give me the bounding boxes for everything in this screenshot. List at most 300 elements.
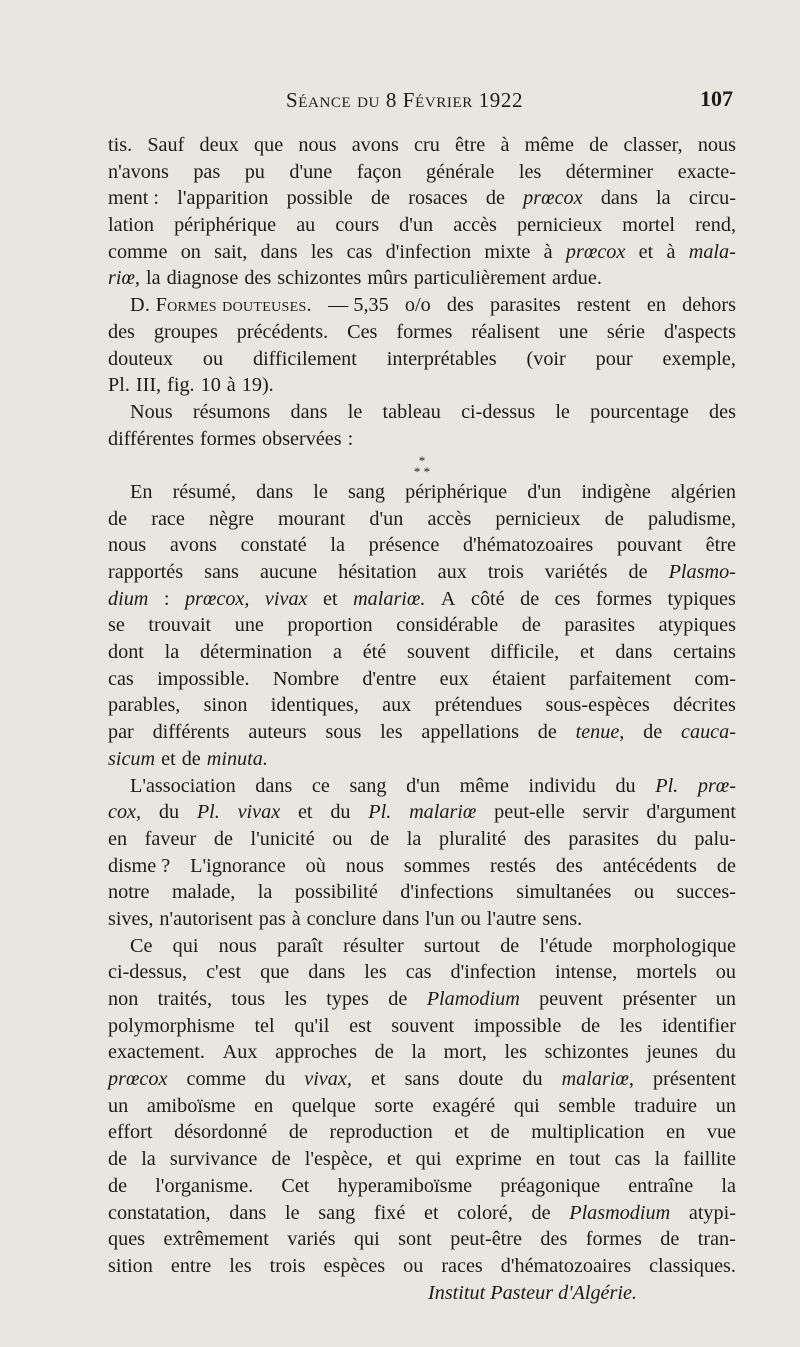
asterism-top: *	[418, 452, 426, 468]
text-line	[108, 879, 736, 906]
word: et	[370, 1068, 386, 1091]
word: un	[108, 1094, 129, 1117]
word: formes	[585, 1228, 642, 1251]
word: cas	[405, 961, 432, 984]
word: dans	[256, 480, 294, 503]
text-line	[108, 1039, 736, 1066]
word: présentent	[653, 1068, 736, 1091]
word: entraîne	[628, 1174, 694, 1197]
word: ou	[715, 961, 736, 984]
word: de	[643, 721, 663, 744]
word: nous	[218, 934, 257, 957]
word: formes	[595, 587, 652, 610]
word: exprime	[455, 1148, 522, 1171]
word: fixé	[373, 1201, 406, 1224]
word: malade,	[171, 881, 236, 904]
word: mala-	[688, 240, 736, 263]
text-line	[108, 132, 736, 159]
word: à	[226, 374, 236, 397]
word: ou	[633, 881, 655, 904]
word: variétés	[544, 561, 608, 583]
word: prétendues	[434, 694, 523, 717]
word: de	[520, 587, 540, 610]
text-line	[108, 719, 736, 746]
word: L'association	[130, 774, 236, 797]
word: de	[108, 507, 128, 530]
text-line	[108, 1066, 736, 1093]
text-line	[108, 799, 736, 826]
word: trois	[487, 561, 524, 583]
word: difficilement	[252, 347, 357, 370]
word: malariœ,	[561, 1068, 634, 1091]
text-line	[108, 986, 736, 1013]
word: trois	[269, 1254, 306, 1277]
word: rapportés	[108, 561, 184, 583]
word: notre	[108, 881, 150, 904]
word: classer,	[623, 134, 683, 156]
word: sait,	[214, 240, 248, 263]
word: vivax	[237, 801, 281, 824]
word: périphérique	[405, 480, 508, 503]
word: des	[446, 294, 474, 317]
word: trouvait	[148, 614, 212, 637]
word: disme ?	[108, 854, 171, 877]
word: quelque	[291, 1094, 356, 1117]
word: sang	[347, 480, 385, 503]
word: et	[638, 240, 654, 263]
asterism	[108, 452, 736, 479]
word: diagnose	[166, 267, 239, 290]
word: Pl.	[108, 374, 130, 397]
word: morphologique	[612, 934, 736, 957]
text-line	[108, 1226, 736, 1253]
word: à	[543, 240, 553, 263]
word: côté	[470, 587, 505, 610]
word: de	[213, 827, 233, 850]
word: du	[715, 1041, 736, 1064]
word: aux	[382, 694, 412, 717]
word: L'ignorance	[190, 854, 286, 877]
word: paraît	[276, 934, 323, 957]
word: les	[380, 721, 403, 744]
word: nous	[108, 534, 147, 557]
word: des	[555, 854, 583, 877]
word: série	[606, 320, 645, 343]
word: sorte	[374, 1094, 414, 1117]
word: être	[455, 134, 486, 156]
word: schizontes	[277, 267, 362, 290]
word: identiques,	[270, 694, 359, 717]
text-line	[108, 426, 736, 453]
word: de	[370, 187, 391, 210]
word: présence	[368, 534, 440, 557]
word: nous	[298, 134, 337, 156]
text-line	[108, 346, 736, 373]
word: de	[485, 187, 505, 210]
word: un	[715, 988, 736, 1010]
word: la	[330, 534, 345, 557]
word: dans	[600, 187, 638, 210]
word: d'hématozoaires	[500, 1254, 632, 1277]
word: antécédents	[602, 854, 697, 877]
text-line	[108, 532, 736, 559]
word: et	[297, 801, 313, 824]
text-line	[108, 159, 736, 186]
word: extrêmement	[163, 1228, 269, 1251]
word: Ces	[347, 320, 378, 343]
word: cox,	[108, 801, 142, 824]
word: du	[656, 827, 677, 850]
word: l'un	[425, 907, 455, 930]
word: particulièrement	[413, 267, 546, 290]
word: les	[229, 1254, 252, 1277]
word: pouvant	[616, 534, 682, 557]
word: de	[531, 1201, 551, 1224]
word: parfaitement	[569, 667, 672, 690]
word: malariœ.	[353, 587, 426, 610]
word: ci-dessus,	[108, 961, 188, 984]
word: Sauf	[147, 134, 185, 156]
word: cas	[346, 240, 373, 263]
word: en	[666, 1121, 686, 1144]
word: n'avons	[108, 160, 169, 183]
word: ou	[202, 347, 224, 370]
word: de	[537, 721, 557, 744]
word: pu	[244, 160, 265, 183]
word: une	[558, 320, 588, 343]
word: Ce	[130, 934, 153, 957]
word: faveur	[144, 827, 197, 850]
word: le	[313, 480, 328, 503]
word: minuta.	[206, 747, 268, 770]
word: traduire	[634, 1094, 698, 1117]
word: en	[108, 827, 128, 850]
word: ces	[554, 587, 581, 610]
word: du	[158, 801, 180, 824]
word: dans	[615, 641, 653, 664]
text-line	[108, 853, 736, 880]
word: le	[284, 1201, 300, 1224]
word: prœcox	[108, 1068, 168, 1091]
word: dans	[229, 1201, 267, 1224]
word: fig.	[167, 374, 195, 397]
text-line	[108, 1119, 736, 1146]
word: les	[518, 160, 542, 183]
word: au	[296, 214, 316, 237]
page-header	[0, 86, 800, 116]
word: comme	[186, 1068, 246, 1091]
word: parasites	[490, 294, 561, 317]
word: tableau	[382, 400, 441, 423]
word: souvent	[391, 1014, 455, 1037]
word: la	[721, 1174, 736, 1197]
word: de	[490, 1121, 510, 1144]
word: de	[388, 988, 408, 1010]
word: l'unicité	[250, 827, 315, 850]
text-line	[108, 372, 736, 399]
word: tout	[569, 1148, 601, 1171]
word: non	[108, 988, 139, 1010]
word: réalisent	[471, 320, 540, 343]
word: tis.	[108, 134, 133, 156]
word: en	[535, 1148, 555, 1171]
word: les	[284, 988, 307, 1010]
asterism-bottom: * *	[413, 463, 431, 479]
word: atypi-	[688, 1201, 736, 1224]
word: exacte-	[677, 160, 736, 183]
word: ques	[108, 1228, 146, 1251]
word: sous	[325, 721, 362, 744]
word: la	[257, 881, 273, 904]
word: prœ-	[697, 774, 736, 797]
word: l'espèce,	[304, 1148, 373, 1171]
text-line	[108, 559, 736, 586]
word: accès	[427, 507, 472, 530]
text-line	[108, 1253, 736, 1280]
word: impossible.	[157, 667, 250, 690]
word: avons	[169, 534, 217, 557]
word: III,	[135, 374, 162, 397]
word: aucune	[259, 561, 318, 583]
word: mourant	[277, 507, 346, 530]
text-line	[108, 399, 736, 426]
text-line	[108, 1173, 736, 1200]
word: détermination	[200, 641, 313, 664]
word: parasites	[564, 614, 636, 637]
word: Aux	[222, 1041, 258, 1064]
word: paludisme,	[647, 507, 736, 530]
word: les	[364, 961, 387, 984]
word: typiques	[667, 587, 736, 610]
word: présenter	[622, 988, 697, 1010]
word: à	[291, 907, 301, 930]
body-text	[108, 132, 736, 1306]
word: tous	[231, 988, 266, 1010]
word: n'autorisent	[159, 907, 253, 930]
word: la	[145, 267, 161, 290]
text-line	[108, 319, 736, 346]
word: sition	[108, 1254, 153, 1277]
word: peuvent	[539, 988, 604, 1010]
word: atypiques	[658, 614, 736, 637]
word: dans	[255, 774, 293, 797]
word: générale	[426, 160, 495, 183]
word: désordonné	[174, 1121, 268, 1144]
word: sens.	[542, 907, 583, 930]
word: la	[654, 1148, 670, 1171]
text-line	[108, 1200, 736, 1227]
word: A	[440, 587, 456, 610]
word: du	[615, 774, 636, 797]
word: 10	[200, 374, 221, 397]
word: multiplication	[531, 1121, 645, 1144]
text-line	[108, 773, 736, 800]
word: schizontes	[544, 1041, 629, 1064]
word: et	[454, 1121, 469, 1144]
word: de	[500, 934, 520, 957]
word: a	[332, 641, 342, 664]
word: et	[424, 1201, 439, 1224]
word: lation	[108, 214, 154, 237]
word: traités,	[157, 988, 213, 1010]
word: En	[130, 480, 153, 503]
word: pas	[258, 907, 286, 930]
word: peut-elle	[494, 801, 565, 824]
word: déterminer	[565, 160, 654, 183]
text-line	[108, 1013, 736, 1040]
word: le	[347, 400, 363, 423]
word: est	[349, 1014, 372, 1037]
word: cas	[108, 667, 134, 690]
word: nous	[697, 134, 736, 156]
text-line	[108, 1093, 736, 1120]
text-line	[108, 212, 736, 239]
word: individu	[528, 774, 596, 797]
word: :	[347, 427, 354, 450]
word: groupes	[153, 320, 218, 343]
word: conclure	[306, 907, 377, 930]
word: sang	[349, 774, 387, 797]
word: palu-	[694, 827, 736, 850]
word: étaient	[492, 667, 546, 690]
word: parasites	[568, 827, 640, 850]
word: résumons	[192, 400, 271, 423]
word: ce	[311, 774, 330, 797]
word: d'un	[527, 480, 562, 503]
word: le	[555, 400, 570, 423]
word: vivax,	[304, 1068, 352, 1091]
word: mortel	[622, 214, 675, 237]
word: qui	[415, 1148, 442, 1171]
word: effort	[108, 1121, 153, 1144]
word: Plasmodium	[569, 1201, 671, 1224]
word: surtout	[423, 934, 480, 957]
word: d'argument	[646, 801, 736, 824]
word: vivax	[264, 587, 308, 610]
word: des	[244, 267, 272, 290]
word: les	[504, 1041, 527, 1064]
word: Plasmo-	[668, 561, 736, 583]
word: exemple,	[662, 347, 736, 370]
page-number: 107	[700, 86, 733, 111]
word: survivance	[169, 1148, 258, 1171]
word: variés	[287, 1228, 336, 1251]
word: sans	[204, 561, 239, 583]
word: que	[254, 134, 284, 156]
word: constatation,	[108, 1201, 211, 1224]
word: Nous	[130, 400, 173, 423]
word: appellations	[421, 721, 519, 744]
word: com-	[694, 667, 736, 690]
word: qu'il	[294, 1014, 330, 1037]
word: servir	[582, 801, 629, 824]
word: difficile,	[490, 641, 560, 664]
word: races	[441, 1254, 483, 1277]
word: de	[370, 827, 390, 850]
word: en	[254, 1094, 274, 1117]
word: circu-	[688, 187, 736, 210]
word: et	[386, 1148, 402, 1171]
word: un	[715, 1094, 736, 1117]
word: formes	[396, 320, 453, 343]
word: Plamodium	[426, 988, 520, 1010]
word: formes	[199, 427, 257, 450]
word: amiboïsme	[146, 1094, 236, 1117]
word: c'est	[206, 961, 242, 984]
word: précédents.	[236, 320, 329, 343]
word: faillite	[683, 1148, 736, 1171]
word: constaté	[240, 534, 307, 557]
word: du	[330, 801, 351, 824]
text-line	[108, 612, 736, 639]
word: prœcox,	[184, 587, 250, 610]
word: simultanées	[516, 881, 612, 904]
text-line	[108, 1146, 736, 1173]
word: la	[411, 1041, 426, 1064]
word: se	[108, 614, 125, 637]
word: des	[709, 400, 736, 423]
text-line	[108, 239, 736, 266]
word: l'apparition	[177, 187, 269, 210]
word: de	[108, 1174, 128, 1197]
word: aux	[437, 561, 467, 583]
word: dans	[308, 961, 346, 984]
word: Pl.	[368, 801, 392, 824]
text-line	[108, 666, 736, 693]
text-line	[108, 185, 736, 212]
word: intense,	[554, 961, 618, 984]
word: (voir	[526, 347, 566, 370]
word: et	[161, 747, 176, 770]
word: différentes	[108, 427, 194, 450]
text-line	[108, 265, 736, 292]
word: sous-espèces	[545, 694, 650, 717]
word: semble	[558, 1094, 616, 1117]
word: d'un	[406, 774, 440, 797]
word: des	[108, 320, 135, 343]
word: rend,	[695, 214, 736, 237]
word: la	[656, 187, 671, 210]
word: cauca-	[681, 721, 736, 744]
text-line	[108, 746, 736, 773]
word: du	[264, 1068, 286, 1091]
word: exagéré	[432, 1094, 496, 1117]
word: considérable	[396, 614, 499, 637]
word: espèces	[323, 1254, 386, 1277]
section-d-label: D. Formes douteuses.	[130, 294, 312, 317]
word: résulter	[343, 934, 404, 957]
word: pourcentage	[590, 400, 689, 423]
word: l'étude	[539, 934, 593, 957]
word: dont	[108, 641, 144, 664]
word: souvent	[407, 641, 470, 664]
word: 19).	[241, 374, 274, 397]
word: Pl.	[196, 801, 220, 824]
word: mort,	[443, 1041, 487, 1064]
word: de	[288, 1121, 308, 1144]
word: ou	[332, 827, 353, 850]
word: douteux	[108, 347, 174, 370]
word: on	[180, 240, 201, 263]
word: de	[271, 1148, 291, 1171]
word: de	[589, 134, 609, 156]
text-line	[108, 826, 736, 853]
word: résumé,	[172, 480, 236, 503]
word: façon	[356, 160, 402, 183]
signature: Institut Pasteur d'Algérie.	[428, 1281, 637, 1304]
word: mixte	[484, 240, 531, 263]
word: de	[660, 1228, 680, 1251]
